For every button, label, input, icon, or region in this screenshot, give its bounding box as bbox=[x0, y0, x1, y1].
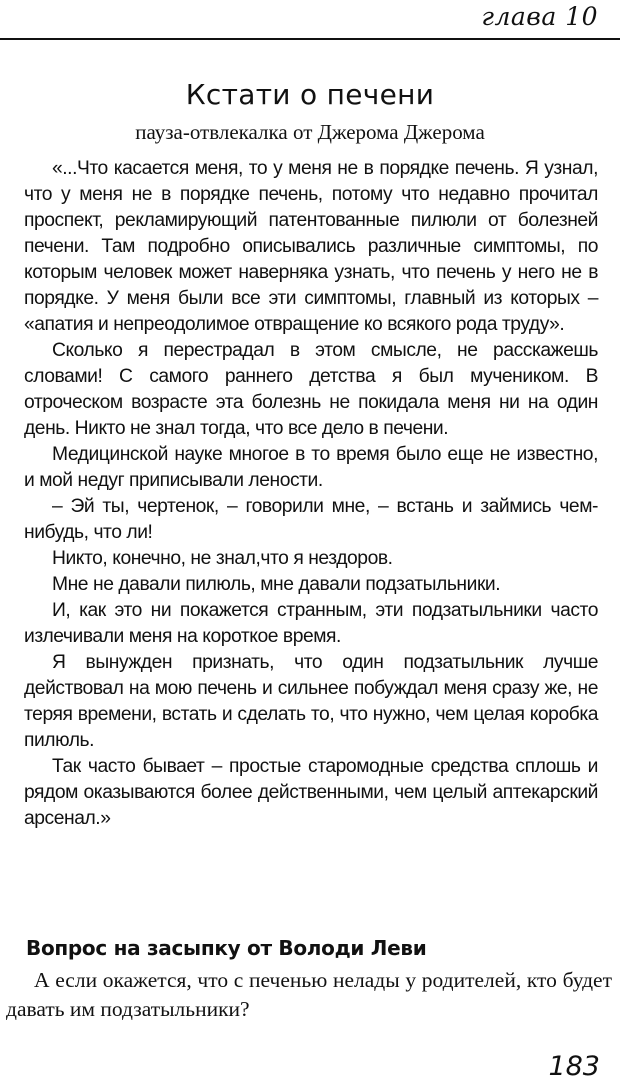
page-number: 183 bbox=[548, 1051, 600, 1082]
quote-paragraph: Медицинской науке многое в то время было еще не известно, и мой недуг приписывали лености. bbox=[24, 444, 598, 491]
question-body bbox=[6, 966, 612, 1024]
question-heading: Вопрос на засыпку от Володи Леви bbox=[26, 936, 427, 960]
quote-body bbox=[24, 156, 598, 832]
quote-paragraph: Сколько я перестрадал в этом смысле, не расскажешь словами! С самого раннего детства я был мучеником. В отроческом возрасте эта болезнь не покидала меня ни на один день. Никто не знал тогда, что все дело в печени. bbox=[24, 340, 598, 439]
quote-paragraph: И, как это ни покажется странным, эти подзатыльники часто излечивали меня на короткое время. bbox=[24, 600, 598, 647]
running-head-chapter: глава 10 bbox=[481, 2, 598, 31]
section-subtitle: пауза-отвлекалка от Джерома Джерома bbox=[135, 120, 485, 144]
header-rule bbox=[0, 38, 620, 40]
quote-paragraph: Так часто бывает – простые старомодные средства сплошь и рядом оказываются более действенными, чем целый аптекарский арсенал.» bbox=[24, 756, 598, 829]
quote-paragraph: – Эй ты, чертенок, – говорили мне, – встань и займись чем-нибудь, что ли! bbox=[24, 496, 598, 543]
quote-paragraph: «...Что касается меня, то у меня не в порядке печень. Я узнал, что у меня не в порядке печень, потому что недавно прочитал проспект, рекламирующий патентованные пилюли от болезней печени. Там подробно описывались различные симптомы, по которым человек может наверняка узнать, что печень у него не в порядке. У меня были все эти симптомы, главный из которых – «апатия и непреодолимое отвращение ко всякого рода труду». bbox=[24, 158, 598, 335]
quote-paragraph: Я вынужден признать, что один подзатыльник лучше действовал на мою печень и сильнее побуждал меня сразу же, не теряя времени, встать и сделать то, что нужно, чем целая коробка пилюль. bbox=[24, 652, 598, 751]
quote-paragraph: Никто, конечно, не знал,что я нездоров. bbox=[52, 548, 393, 569]
question-text: А если окажется, что с печенью нелады у родителей, кто будет давать им подзатыльники? bbox=[6, 968, 612, 1021]
section-title: Кстати о печени bbox=[185, 78, 435, 111]
quote-paragraph: Мне не давали пилюль, мне давали подзатыльники. bbox=[52, 574, 501, 595]
